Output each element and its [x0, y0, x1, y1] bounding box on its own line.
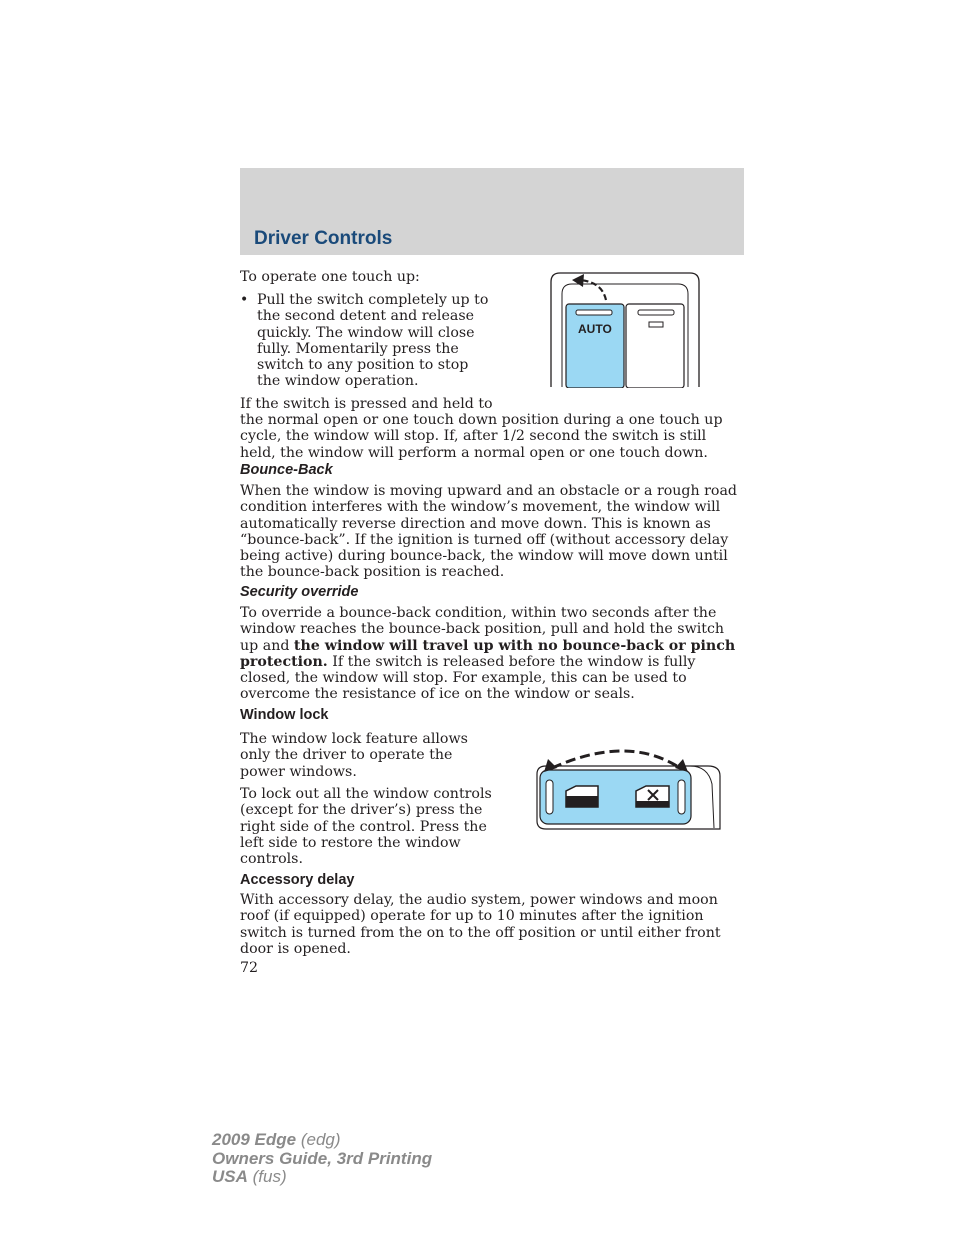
bounce-back-heading: Bounce-Back: [240, 462, 333, 478]
window-unlock-icon: [566, 786, 598, 807]
one-touch-intro: To operate one touch up:: [240, 269, 420, 285]
security-override-text-bold: the window will travel up with no bounce-back or pinch protection.: [240, 637, 736, 670]
one-touch-para-part1: If the switch is pressed and held to: [240, 396, 493, 412]
security-override-text: [240, 605, 740, 703]
security-override-heading: Security override: [240, 584, 359, 600]
auto-window-switch-figure: [550, 272, 700, 388]
list-item: [240, 292, 495, 390]
bounce-back-text: When the window is moving upward and an obstacle or a rough road condition interferes with the window’s movement, the window will automatically reverse direction and move down. This is known as “bounce-back”. If the ignition is turned off (without accessory delay being active) during bounce-back, the window will move down until the bounce-back position is reached.: [240, 483, 738, 581]
window-lock-para1: The window lock feature allows only the driver to operate the power windows.: [240, 731, 468, 780]
security-override-text-post: If the switch is released before the window is fully closed, the window will stop. For example, this can be used to overcome the resistance of ice on the window or seals.: [240, 653, 696, 703]
one-touch-para-part2: the normal open or one touch down position during a one touch up cycle, the window will stop. If, after 1/2 second the switch is still held, the window will perform a normal open or one touch down.: [240, 412, 723, 461]
footer-model: 2009 Edge: [212, 1130, 297, 1149]
bullet-icon: •: [240, 292, 249, 308]
footer-model-code: (edg): [296, 1130, 341, 1149]
window-lock-icon: [636, 786, 669, 807]
footer-guide: Owners Guide, 3rd Printing: [212, 1148, 433, 1168]
footer-market: USA: [212, 1167, 248, 1186]
page-number: 72: [240, 960, 259, 976]
window-lock-heading: Window lock: [240, 707, 329, 723]
footer-market-code: (fus): [247, 1167, 287, 1186]
footer: [212, 1131, 432, 1187]
accessory-delay-heading: Accessory delay: [240, 872, 355, 888]
window-lock-switch-figure: [532, 744, 724, 834]
one-touch-bullet-text: Pull the switch completely up to the second detent and release quickly. The window will close fully. Momentarily press the switch to any position to stop the window operation.: [257, 292, 489, 390]
section-title: Driver Controls: [254, 228, 393, 249]
auto-label: AUTO: [578, 322, 612, 336]
window-lock-para2: To lock out all the window controls (except for the driver’s) press the right side of the control. Press the left side to restore the window controls.: [240, 786, 492, 868]
security-override-text-pre: To override a bounce-back condition, within two seconds after the window reaches the bounce-back position, pull and hold the switch up and: [240, 605, 725, 654]
accessory-delay-text: With accessory delay, the audio system, power windows and moon roof (if equipped) operate for up to 10 minutes after the ignition switch is turned from the on to the off position or until either front door is opened.: [240, 892, 721, 957]
